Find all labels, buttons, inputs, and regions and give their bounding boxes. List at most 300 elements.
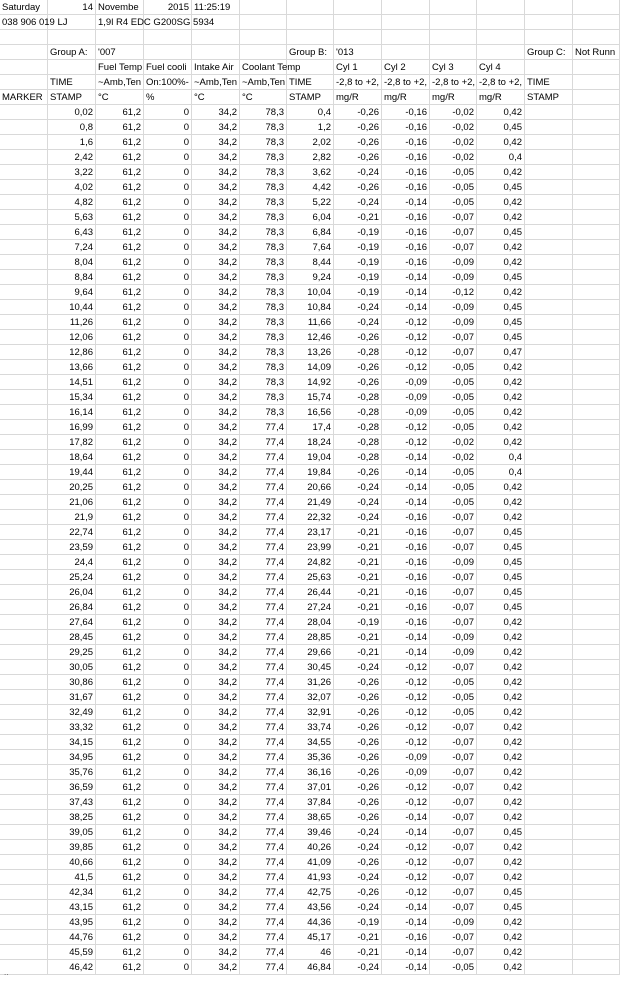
value-cell[interactable]: 21,9 — [48, 510, 96, 525]
value-cell[interactable]: -0,16 — [382, 255, 430, 270]
value-cell[interactable]: 0 — [144, 120, 192, 135]
value-cell[interactable]: -0,16 — [382, 555, 430, 570]
value-cell[interactable]: 34,2 — [192, 510, 240, 525]
header-cell[interactable]: Group A: — [48, 45, 96, 60]
value-cell[interactable]: -0,12 — [382, 330, 430, 345]
value-cell[interactable]: -0,07 — [430, 570, 477, 585]
value-cell[interactable]: 78,3 — [240, 120, 287, 135]
header-cell[interactable]: -2,8 to +2, — [477, 75, 525, 90]
value-cell[interactable]: 37,01 — [287, 780, 334, 795]
value-cell[interactable]: 45,17 — [287, 930, 334, 945]
value-cell[interactable]: -0,14 — [382, 915, 430, 930]
value-cell[interactable]: 0,42 — [477, 705, 525, 720]
value-cell[interactable]: 6,04 — [287, 210, 334, 225]
table-cell[interactable] — [287, 0, 334, 15]
value-cell[interactable]: -0,14 — [382, 900, 430, 915]
table-cell[interactable] — [525, 480, 573, 495]
table-cell[interactable] — [525, 690, 573, 705]
value-cell[interactable]: 77,4 — [240, 465, 287, 480]
value-cell[interactable]: -0,12 — [382, 855, 430, 870]
value-cell[interactable]: -0,09 — [430, 555, 477, 570]
value-cell[interactable]: 0 — [144, 855, 192, 870]
value-cell[interactable]: 61,2 — [96, 600, 144, 615]
table-cell[interactable] — [525, 225, 573, 240]
header-cell[interactable]: Not Runn — [573, 45, 620, 60]
value-cell[interactable]: 61,2 — [96, 735, 144, 750]
value-cell[interactable]: 34,2 — [192, 390, 240, 405]
value-cell[interactable]: -0,09 — [430, 300, 477, 315]
value-cell[interactable]: 78,3 — [240, 315, 287, 330]
value-cell[interactable]: 0 — [144, 720, 192, 735]
value-cell[interactable]: 2,82 — [287, 150, 334, 165]
table-cell[interactable] — [0, 255, 48, 270]
header-cell[interactable]: -2,8 to +2, — [432, 77, 476, 88]
value-cell[interactable]: -0,28 — [334, 435, 382, 450]
value-cell[interactable]: -0,14 — [382, 645, 430, 660]
value-cell[interactable]: 26,04 — [48, 585, 96, 600]
value-cell[interactable]: 61,2 — [96, 420, 144, 435]
table-cell[interactable] — [525, 150, 573, 165]
value-cell[interactable]: 34,2 — [192, 855, 240, 870]
value-cell[interactable]: 0 — [144, 660, 192, 675]
value-cell[interactable]: 0,45 — [477, 525, 525, 540]
value-cell[interactable]: 21,49 — [287, 495, 334, 510]
value-cell[interactable]: 61,2 — [96, 750, 144, 765]
table-cell[interactable] — [192, 30, 240, 45]
value-cell[interactable]: 0,42 — [477, 660, 525, 675]
header-cell[interactable]: Group B: — [287, 45, 334, 60]
value-cell[interactable]: 34,2 — [192, 600, 240, 615]
table-cell[interactable] — [573, 915, 620, 930]
value-cell[interactable]: 4,82 — [48, 195, 96, 210]
value-cell[interactable]: -0,07 — [430, 720, 477, 735]
value-cell[interactable]: 0,42 — [477, 480, 525, 495]
header-cell[interactable]: '013 — [334, 45, 382, 60]
header-cell[interactable]: % — [144, 90, 192, 105]
value-cell[interactable]: 0,42 — [477, 855, 525, 870]
header-cell[interactable]: Fuel cooli — [144, 60, 192, 75]
value-cell[interactable]: 0,45 — [477, 225, 525, 240]
value-cell[interactable]: 30,86 — [48, 675, 96, 690]
table-cell[interactable] — [525, 375, 573, 390]
value-cell[interactable]: -0,07 — [430, 870, 477, 885]
value-cell[interactable]: 0 — [144, 555, 192, 570]
value-cell[interactable]: 34,2 — [192, 735, 240, 750]
table-cell[interactable] — [0, 165, 48, 180]
value-cell[interactable]: 77,4 — [240, 525, 287, 540]
header-cell[interactable]: ~Amb,Ten — [96, 75, 144, 90]
value-cell[interactable]: -0,24 — [334, 825, 382, 840]
table-cell[interactable] — [477, 15, 525, 30]
table-cell[interactable] — [525, 840, 573, 855]
table-cell[interactable] — [240, 0, 287, 15]
value-cell[interactable]: 0,42 — [477, 165, 525, 180]
value-cell[interactable]: 0 — [144, 330, 192, 345]
value-cell[interactable]: -0,24 — [334, 315, 382, 330]
table-cell[interactable] — [0, 75, 48, 90]
value-cell[interactable]: 61,2 — [96, 150, 144, 165]
value-cell[interactable]: -0,07 — [430, 855, 477, 870]
value-cell[interactable]: 40,66 — [48, 855, 96, 870]
value-cell[interactable]: 13,26 — [287, 345, 334, 360]
value-cell[interactable]: 0 — [144, 420, 192, 435]
table-cell[interactable] — [525, 780, 573, 795]
value-cell[interactable]: 0,45 — [477, 300, 525, 315]
table-cell[interactable] — [0, 570, 48, 585]
value-cell[interactable]: 0,45 — [477, 555, 525, 570]
value-cell[interactable]: 43,56 — [287, 900, 334, 915]
value-cell[interactable]: 77,4 — [240, 825, 287, 840]
header-cell[interactable]: mg/R — [334, 90, 382, 105]
table-cell[interactable] — [525, 645, 573, 660]
value-cell[interactable]: 61,2 — [96, 885, 144, 900]
value-cell[interactable]: 11,66 — [287, 315, 334, 330]
value-cell[interactable]: 77,4 — [240, 900, 287, 915]
value-cell[interactable]: 61,2 — [96, 945, 144, 960]
value-cell[interactable]: 30,45 — [287, 660, 334, 675]
value-cell[interactable]: 39,85 — [48, 840, 96, 855]
value-cell[interactable]: 45,59 — [48, 945, 96, 960]
table-cell[interactable] — [0, 495, 48, 510]
value-cell[interactable]: 61,2 — [96, 345, 144, 360]
header-cell[interactable]: '007 — [96, 45, 144, 60]
table-cell[interactable] — [525, 570, 573, 585]
value-cell[interactable]: -0,21 — [334, 945, 382, 960]
value-cell[interactable]: 34,2 — [192, 285, 240, 300]
value-cell[interactable]: 0 — [144, 840, 192, 855]
value-cell[interactable]: -0,07 — [430, 825, 477, 840]
table-cell[interactable] — [477, 45, 525, 60]
table-cell[interactable] — [573, 720, 620, 735]
table-cell[interactable] — [573, 900, 620, 915]
table-cell[interactable] — [430, 15, 477, 30]
table-cell[interactable] — [0, 465, 48, 480]
value-cell[interactable]: 0,8 — [48, 120, 96, 135]
value-cell[interactable]: 61,2 — [96, 360, 144, 375]
table-cell[interactable] — [525, 420, 573, 435]
value-cell[interactable]: 0,45 — [477, 330, 525, 345]
value-cell[interactable]: 77,4 — [240, 675, 287, 690]
table-cell[interactable] — [525, 705, 573, 720]
header-cell[interactable]: 038 906 019 LJ — [2, 17, 68, 28]
value-cell[interactable]: 78,3 — [240, 300, 287, 315]
value-cell[interactable]: 42,75 — [287, 885, 334, 900]
value-cell[interactable]: 0,42 — [477, 360, 525, 375]
value-cell[interactable]: 0 — [144, 345, 192, 360]
value-cell[interactable]: 22,32 — [287, 510, 334, 525]
value-cell[interactable]: -0,05 — [430, 420, 477, 435]
value-cell[interactable]: -0,16 — [382, 165, 430, 180]
value-cell[interactable]: -0,07 — [430, 240, 477, 255]
table-cell[interactable] — [0, 795, 48, 810]
table-cell[interactable] — [334, 0, 382, 15]
value-cell[interactable]: -0,21 — [334, 645, 382, 660]
table-cell[interactable] — [0, 60, 48, 75]
value-cell[interactable]: 77,4 — [240, 945, 287, 960]
value-cell[interactable]: 61,2 — [96, 195, 144, 210]
table-cell[interactable] — [573, 945, 620, 960]
table-cell[interactable] — [334, 15, 382, 30]
value-cell[interactable]: 0 — [144, 435, 192, 450]
table-cell[interactable] — [0, 870, 48, 885]
value-cell[interactable]: 0,42 — [477, 615, 525, 630]
value-cell[interactable]: -0,02 — [430, 105, 477, 120]
table-cell[interactable] — [573, 885, 620, 900]
value-cell[interactable]: 13,66 — [48, 360, 96, 375]
value-cell[interactable]: 18,64 — [48, 450, 96, 465]
value-cell[interactable]: -0,07 — [430, 585, 477, 600]
value-cell[interactable]: 61,2 — [96, 675, 144, 690]
value-cell[interactable]: -0,14 — [382, 960, 430, 975]
value-cell[interactable]: 7,64 — [287, 240, 334, 255]
table-cell[interactable] — [525, 390, 573, 405]
table-cell[interactable] — [573, 510, 620, 525]
value-cell[interactable]: 0 — [144, 315, 192, 330]
table-cell[interactable] — [573, 105, 620, 120]
header-cell[interactable]: STAMP — [525, 90, 573, 105]
value-cell[interactable]: 46,42 — [48, 960, 96, 975]
value-cell[interactable]: 35,76 — [48, 765, 96, 780]
value-cell[interactable]: 61,2 — [96, 720, 144, 735]
value-cell[interactable]: 78,3 — [240, 270, 287, 285]
table-cell[interactable] — [573, 15, 620, 30]
value-cell[interactable]: 0 — [144, 105, 192, 120]
table-cell[interactable] — [525, 15, 573, 30]
value-cell[interactable]: -0,16 — [382, 240, 430, 255]
header-cell[interactable]: mg/R — [430, 90, 477, 105]
value-cell[interactable]: 61,2 — [96, 705, 144, 720]
value-cell[interactable]: 78,3 — [240, 165, 287, 180]
value-cell[interactable]: -0,28 — [334, 405, 382, 420]
value-cell[interactable]: 0 — [144, 795, 192, 810]
value-cell[interactable]: -0,09 — [430, 645, 477, 660]
value-cell[interactable]: 28,45 — [48, 630, 96, 645]
value-cell[interactable]: -0,07 — [430, 225, 477, 240]
value-cell[interactable]: -0,09 — [430, 315, 477, 330]
value-cell[interactable]: 34,2 — [192, 690, 240, 705]
header-cell[interactable]: Novembe — [96, 0, 144, 15]
value-cell[interactable]: 78,3 — [240, 390, 287, 405]
value-cell[interactable]: -0,05 — [430, 360, 477, 375]
value-cell[interactable]: 34,2 — [192, 345, 240, 360]
value-cell[interactable]: 61,2 — [96, 960, 144, 975]
table-cell[interactable] — [573, 585, 620, 600]
table-cell[interactable] — [573, 240, 620, 255]
table-cell[interactable] — [573, 390, 620, 405]
table-cell[interactable] — [0, 390, 48, 405]
value-cell[interactable]: -0,26 — [334, 855, 382, 870]
table-cell[interactable] — [0, 855, 48, 870]
value-cell[interactable]: -0,19 — [334, 285, 382, 300]
table-cell[interactable] — [573, 270, 620, 285]
table-cell[interactable] — [0, 825, 48, 840]
table-cell[interactable] — [525, 810, 573, 825]
value-cell[interactable]: 19,84 — [287, 465, 334, 480]
table-cell[interactable] — [0, 915, 48, 930]
value-cell[interactable]: 0,42 — [477, 765, 525, 780]
value-cell[interactable]: 0 — [144, 225, 192, 240]
table-cell[interactable] — [0, 690, 48, 705]
value-cell[interactable]: -0,12 — [382, 870, 430, 885]
value-cell[interactable]: 0,47 — [477, 345, 525, 360]
table-cell[interactable] — [477, 0, 525, 15]
value-cell[interactable]: 9,24 — [287, 270, 334, 285]
value-cell[interactable]: 77,4 — [240, 660, 287, 675]
value-cell[interactable]: 0,42 — [477, 795, 525, 810]
value-cell[interactable]: -0,07 — [430, 615, 477, 630]
table-cell[interactable] — [525, 510, 573, 525]
table-cell[interactable] — [0, 540, 48, 555]
value-cell[interactable]: 14,51 — [48, 375, 96, 390]
table-cell[interactable] — [525, 315, 573, 330]
value-cell[interactable]: -0,12 — [382, 435, 430, 450]
value-cell[interactable]: 0,42 — [477, 675, 525, 690]
value-cell[interactable]: 61,2 — [96, 300, 144, 315]
table-cell[interactable] — [573, 480, 620, 495]
value-cell[interactable]: -0,19 — [334, 270, 382, 285]
value-cell[interactable]: 39,05 — [48, 825, 96, 840]
value-cell[interactable]: 15,34 — [48, 390, 96, 405]
value-cell[interactable]: 78,3 — [240, 210, 287, 225]
table-cell[interactable] — [525, 525, 573, 540]
value-cell[interactable]: 0,42 — [477, 750, 525, 765]
value-cell[interactable]: 0,42 — [477, 690, 525, 705]
table-cell[interactable] — [573, 525, 620, 540]
value-cell[interactable]: 46 — [287, 945, 334, 960]
value-cell[interactable]: 6,84 — [287, 225, 334, 240]
value-cell[interactable]: 10,04 — [287, 285, 334, 300]
value-cell[interactable]: 61,2 — [96, 540, 144, 555]
value-cell[interactable]: 77,4 — [240, 870, 287, 885]
value-cell[interactable]: -0,16 — [382, 150, 430, 165]
value-cell[interactable]: 0,42 — [477, 645, 525, 660]
value-cell[interactable]: -0,12 — [382, 885, 430, 900]
value-cell[interactable]: -0,19 — [334, 240, 382, 255]
value-cell[interactable]: -0,07 — [430, 795, 477, 810]
table-cell[interactable] — [525, 0, 573, 15]
header-cell[interactable]: Intake Air — [192, 60, 240, 75]
value-cell[interactable]: 34,2 — [192, 900, 240, 915]
value-cell[interactable]: 0,42 — [477, 240, 525, 255]
value-cell[interactable]: -0,07 — [430, 660, 477, 675]
table-cell[interactable] — [525, 945, 573, 960]
value-cell[interactable]: 0,4 — [477, 150, 525, 165]
value-cell[interactable]: -0,14 — [382, 945, 430, 960]
value-cell[interactable]: -0,26 — [334, 735, 382, 750]
value-cell[interactable]: 0,45 — [477, 825, 525, 840]
value-cell[interactable]: 77,4 — [240, 645, 287, 660]
value-cell[interactable]: 34,2 — [192, 585, 240, 600]
table-cell[interactable] — [0, 120, 48, 135]
value-cell[interactable]: -0,16 — [382, 540, 430, 555]
table-cell[interactable] — [48, 30, 96, 45]
value-cell[interactable]: 32,91 — [287, 705, 334, 720]
value-cell[interactable]: 12,86 — [48, 345, 96, 360]
table-cell[interactable] — [525, 540, 573, 555]
value-cell[interactable]: 61,2 — [96, 525, 144, 540]
value-cell[interactable]: -0,26 — [334, 750, 382, 765]
value-cell[interactable]: -0,28 — [334, 450, 382, 465]
value-cell[interactable]: -0,07 — [430, 930, 477, 945]
value-cell[interactable]: 34,2 — [192, 195, 240, 210]
value-cell[interactable]: -0,26 — [334, 465, 382, 480]
value-cell[interactable]: 77,4 — [240, 480, 287, 495]
table-cell[interactable] — [287, 15, 334, 30]
table-cell[interactable] — [144, 45, 192, 60]
value-cell[interactable]: -0,24 — [334, 660, 382, 675]
value-cell[interactable]: -0,16 — [382, 585, 430, 600]
value-cell[interactable]: 0,42 — [477, 390, 525, 405]
value-cell[interactable]: 25,24 — [48, 570, 96, 585]
value-cell[interactable]: -0,19 — [334, 615, 382, 630]
value-cell[interactable]: 40,26 — [287, 840, 334, 855]
value-cell[interactable]: 77,4 — [240, 810, 287, 825]
table-cell[interactable] — [0, 45, 48, 60]
value-cell[interactable]: 34,2 — [192, 255, 240, 270]
table-cell[interactable] — [430, 30, 477, 45]
table-cell[interactable] — [573, 150, 620, 165]
table-cell[interactable] — [525, 885, 573, 900]
value-cell[interactable]: 0,02 — [48, 105, 96, 120]
value-cell[interactable]: -0,12 — [382, 735, 430, 750]
header-cell[interactable]: -2,8 to +2, — [382, 75, 430, 90]
value-cell[interactable]: 77,4 — [240, 495, 287, 510]
value-cell[interactable]: 78,3 — [240, 405, 287, 420]
value-cell[interactable]: 34,2 — [192, 240, 240, 255]
value-cell[interactable]: 0 — [144, 165, 192, 180]
value-cell[interactable]: 0,42 — [477, 420, 525, 435]
value-cell[interactable]: -0,07 — [430, 945, 477, 960]
value-cell[interactable]: 61,2 — [96, 615, 144, 630]
table-cell[interactable] — [525, 405, 573, 420]
value-cell[interactable]: 5,63 — [48, 210, 96, 225]
value-cell[interactable]: -0,12 — [382, 315, 430, 330]
header-cell[interactable]: 1,9l R4 EDC G200SG 5934 — [98, 17, 215, 28]
table-cell[interactable] — [525, 660, 573, 675]
table-cell[interactable] — [573, 195, 620, 210]
table-cell[interactable] — [525, 240, 573, 255]
table-cell[interactable] — [573, 315, 620, 330]
table-cell[interactable] — [525, 930, 573, 945]
value-cell[interactable]: -0,21 — [334, 540, 382, 555]
header-cell[interactable]: Saturday — [0, 0, 48, 15]
value-cell[interactable]: -0,16 — [382, 180, 430, 195]
value-cell[interactable]: -0,24 — [334, 165, 382, 180]
value-cell[interactable]: -0,16 — [382, 135, 430, 150]
table-cell[interactable] — [525, 630, 573, 645]
header-cell[interactable]: STAMP — [48, 90, 96, 105]
value-cell[interactable]: 0 — [144, 945, 192, 960]
value-cell[interactable]: -0,26 — [334, 120, 382, 135]
table-cell[interactable] — [0, 600, 48, 615]
value-cell[interactable]: -0,05 — [430, 405, 477, 420]
value-cell[interactable]: 34,2 — [192, 780, 240, 795]
table-cell[interactable] — [0, 525, 48, 540]
value-cell[interactable]: 34,2 — [192, 495, 240, 510]
table-cell[interactable] — [573, 825, 620, 840]
table-cell[interactable] — [382, 45, 430, 60]
table-cell[interactable] — [287, 30, 334, 45]
value-cell[interactable]: 0,42 — [477, 630, 525, 645]
table-cell[interactable] — [573, 375, 620, 390]
value-cell[interactable]: 0 — [144, 585, 192, 600]
value-cell[interactable]: 0 — [144, 270, 192, 285]
value-cell[interactable]: -0,16 — [382, 615, 430, 630]
value-cell[interactable]: 46,84 — [287, 960, 334, 975]
value-cell[interactable]: -0,02 — [430, 150, 477, 165]
value-cell[interactable]: -0,12 — [382, 720, 430, 735]
value-cell[interactable]: 78,3 — [240, 225, 287, 240]
